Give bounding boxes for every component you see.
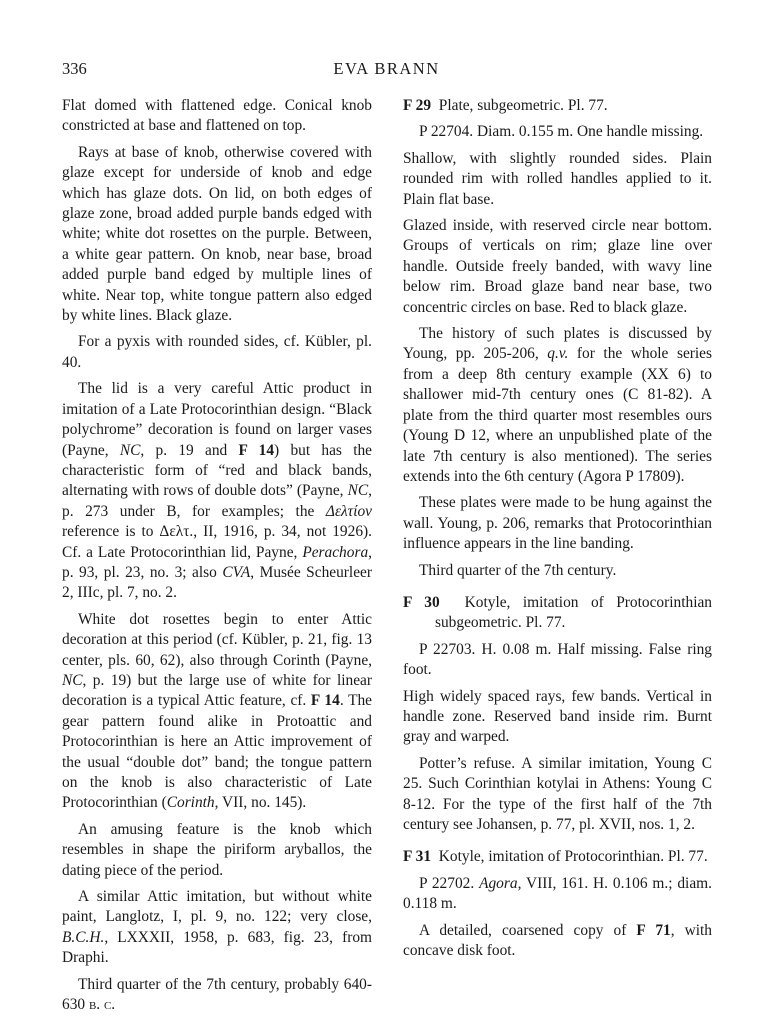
lid-discussion-paragraph: The lid is a very careful Attic product in imitation of a Late Protocorinthian design. “Black polychrome” decoration is found on larger vases (Payne, NC, p. 19 and F 14) but has the characteristic form of “red and black bands, alternating with rows of double dots” (Payne, NC, p. 273 under B, for examples; the Δελτίον reference is to Δελτ., II, 1916, p. 34, not 1926). Cf. a Late Protocorinthian lid, Payne, Perachora, p. 93, pl. 23, no. 3; also CVA, Musée Scheurleer 2, IIIc, pl. 7, no. 2. [62,380,372,602]
catalogue-entry-heading: F 29 Plate, subgeometric. Pl. 77. [403,97,608,114]
catalogue-description: High widely spaced rays, few bands. Vertical in handle zone. Reserved band inside rim. Burnt gray and warped. [403,687,712,746]
catalogue-date: Third quarter of the 7th century. [419,561,617,579]
pyxis-reference-paragraph: For a pyxis with rounded sides, cf. Kübler, pl. 40. [62,333,372,371]
dating-paragraph: Third quarter of the 7th century, probably 640-630 b. c. [62,975,372,1014]
catalogue-record: P 22704. Diam. 0.155 m. One handle missing. [419,123,704,141]
catalogue-shape: Shallow, with slightly rounded sides. Plain rounded rim with rolled handles applied to it. Plain flat base. [403,149,712,208]
knob-feature-paragraph: An amusing feature is the knob which resembles in shape the piriform aryballos, the dating piece of the period. [62,820,372,879]
catalogue-record: P 22703. H. 0.08 m. Half missing. False ring foot. [403,640,712,679]
lid-shape-paragraph: Flat domed with flattened edge. Conical knob constricted at base and flattened on top. [62,97,372,135]
page-number: 336 [62,59,87,78]
catalogue-entry-heading: F 31 Kotyle, imitation of Protocorinthian. Pl. 77. [403,848,708,866]
left-column [62,96,372,1021]
catalogue-record: P 22702. Agora, VIII, 161. H. 0.106 m.; diam. 0.118 m. [403,874,712,913]
running-head: EVA BRANN [333,59,440,78]
page-header [0,59,773,81]
catalogue-entry-heading: F 30 Kotyle, imitation of Protocorinthian subgeometric. Pl. 77. [403,593,712,632]
rosettes-paragraph: White dot rosettes begin to enter Attic decoration at this period (cf. Kübler, p. 21, fig. 13 center, pls. 60, 62), also through Corinth (Payne, NC, p. 19) but the large use of white for linear decoration is a typical Attic feature, cf. F 14. The gear pattern found alike in Protoattic and Protocorinthian is here an Attic improvement of the usual “double dot” band; the tongue pattern on the knob is also characteristic of Late Protocorinthian (Corinth, VII, no. 145). [62,610,372,812]
catalogue-notes: Potter’s refuse. A similar imitation, Young C 25. Such Corinthian kotylai in Athens: Young C 8-12. For the type of the first half of the 7th century see Johansen, p. 77, pl. XVII, nos. 1, 2. [403,754,712,833]
catalogue-description: A detailed, coarsened copy of F 71, with concave disk foot. [403,921,712,960]
catalogue-history: The history of such plates is discussed by Young, pp. 205-206, q.v. for the whole series from a deep 8th century example (XX 6) to shallower mid-7th century ones (C 81-82). A plate from the third quarter most resembles ours (Young D 12, where an unpublished plate of the late 7th century is also mentioned). The series extends into the 6th century (Agora P 17809). [403,325,712,485]
similar-imitation-paragraph: A similar Attic imitation, but without white paint, Langlotz, I, pl. 9, no. 122; very close, B.C.H., LXXXII, 1958, p. 683, fig. 23, from Draphi. [62,888,372,967]
catalogue-wall-note: These plates were made to be hung against the wall. Young, p. 206, remarks that Protocorinthian influence appears in the line banding. [403,494,712,553]
catalogue-decoration: Glazed inside, with reserved circle near bottom. Groups of verticals on rim; glaze line over handle. Outside freely banded, with wavy line below rim. Broad glaze band near base, two concentric circles on base. Red to black glaze. [403,217,712,316]
lid-decoration-paragraph: Rays at base of knob, otherwise covered with glaze except for underside of knob and edge which has glaze dots. On lid, on both edges of glaze zone, broad added purple bands edged with white; white dot rosettes on the purple. Between, a white gear pattern. On knob, near base, broad added purple band edged by multiple lines of white. Near top, white tongue pattern also edged by white lines. Black glaze. [62,143,372,325]
right-column [403,96,712,967]
